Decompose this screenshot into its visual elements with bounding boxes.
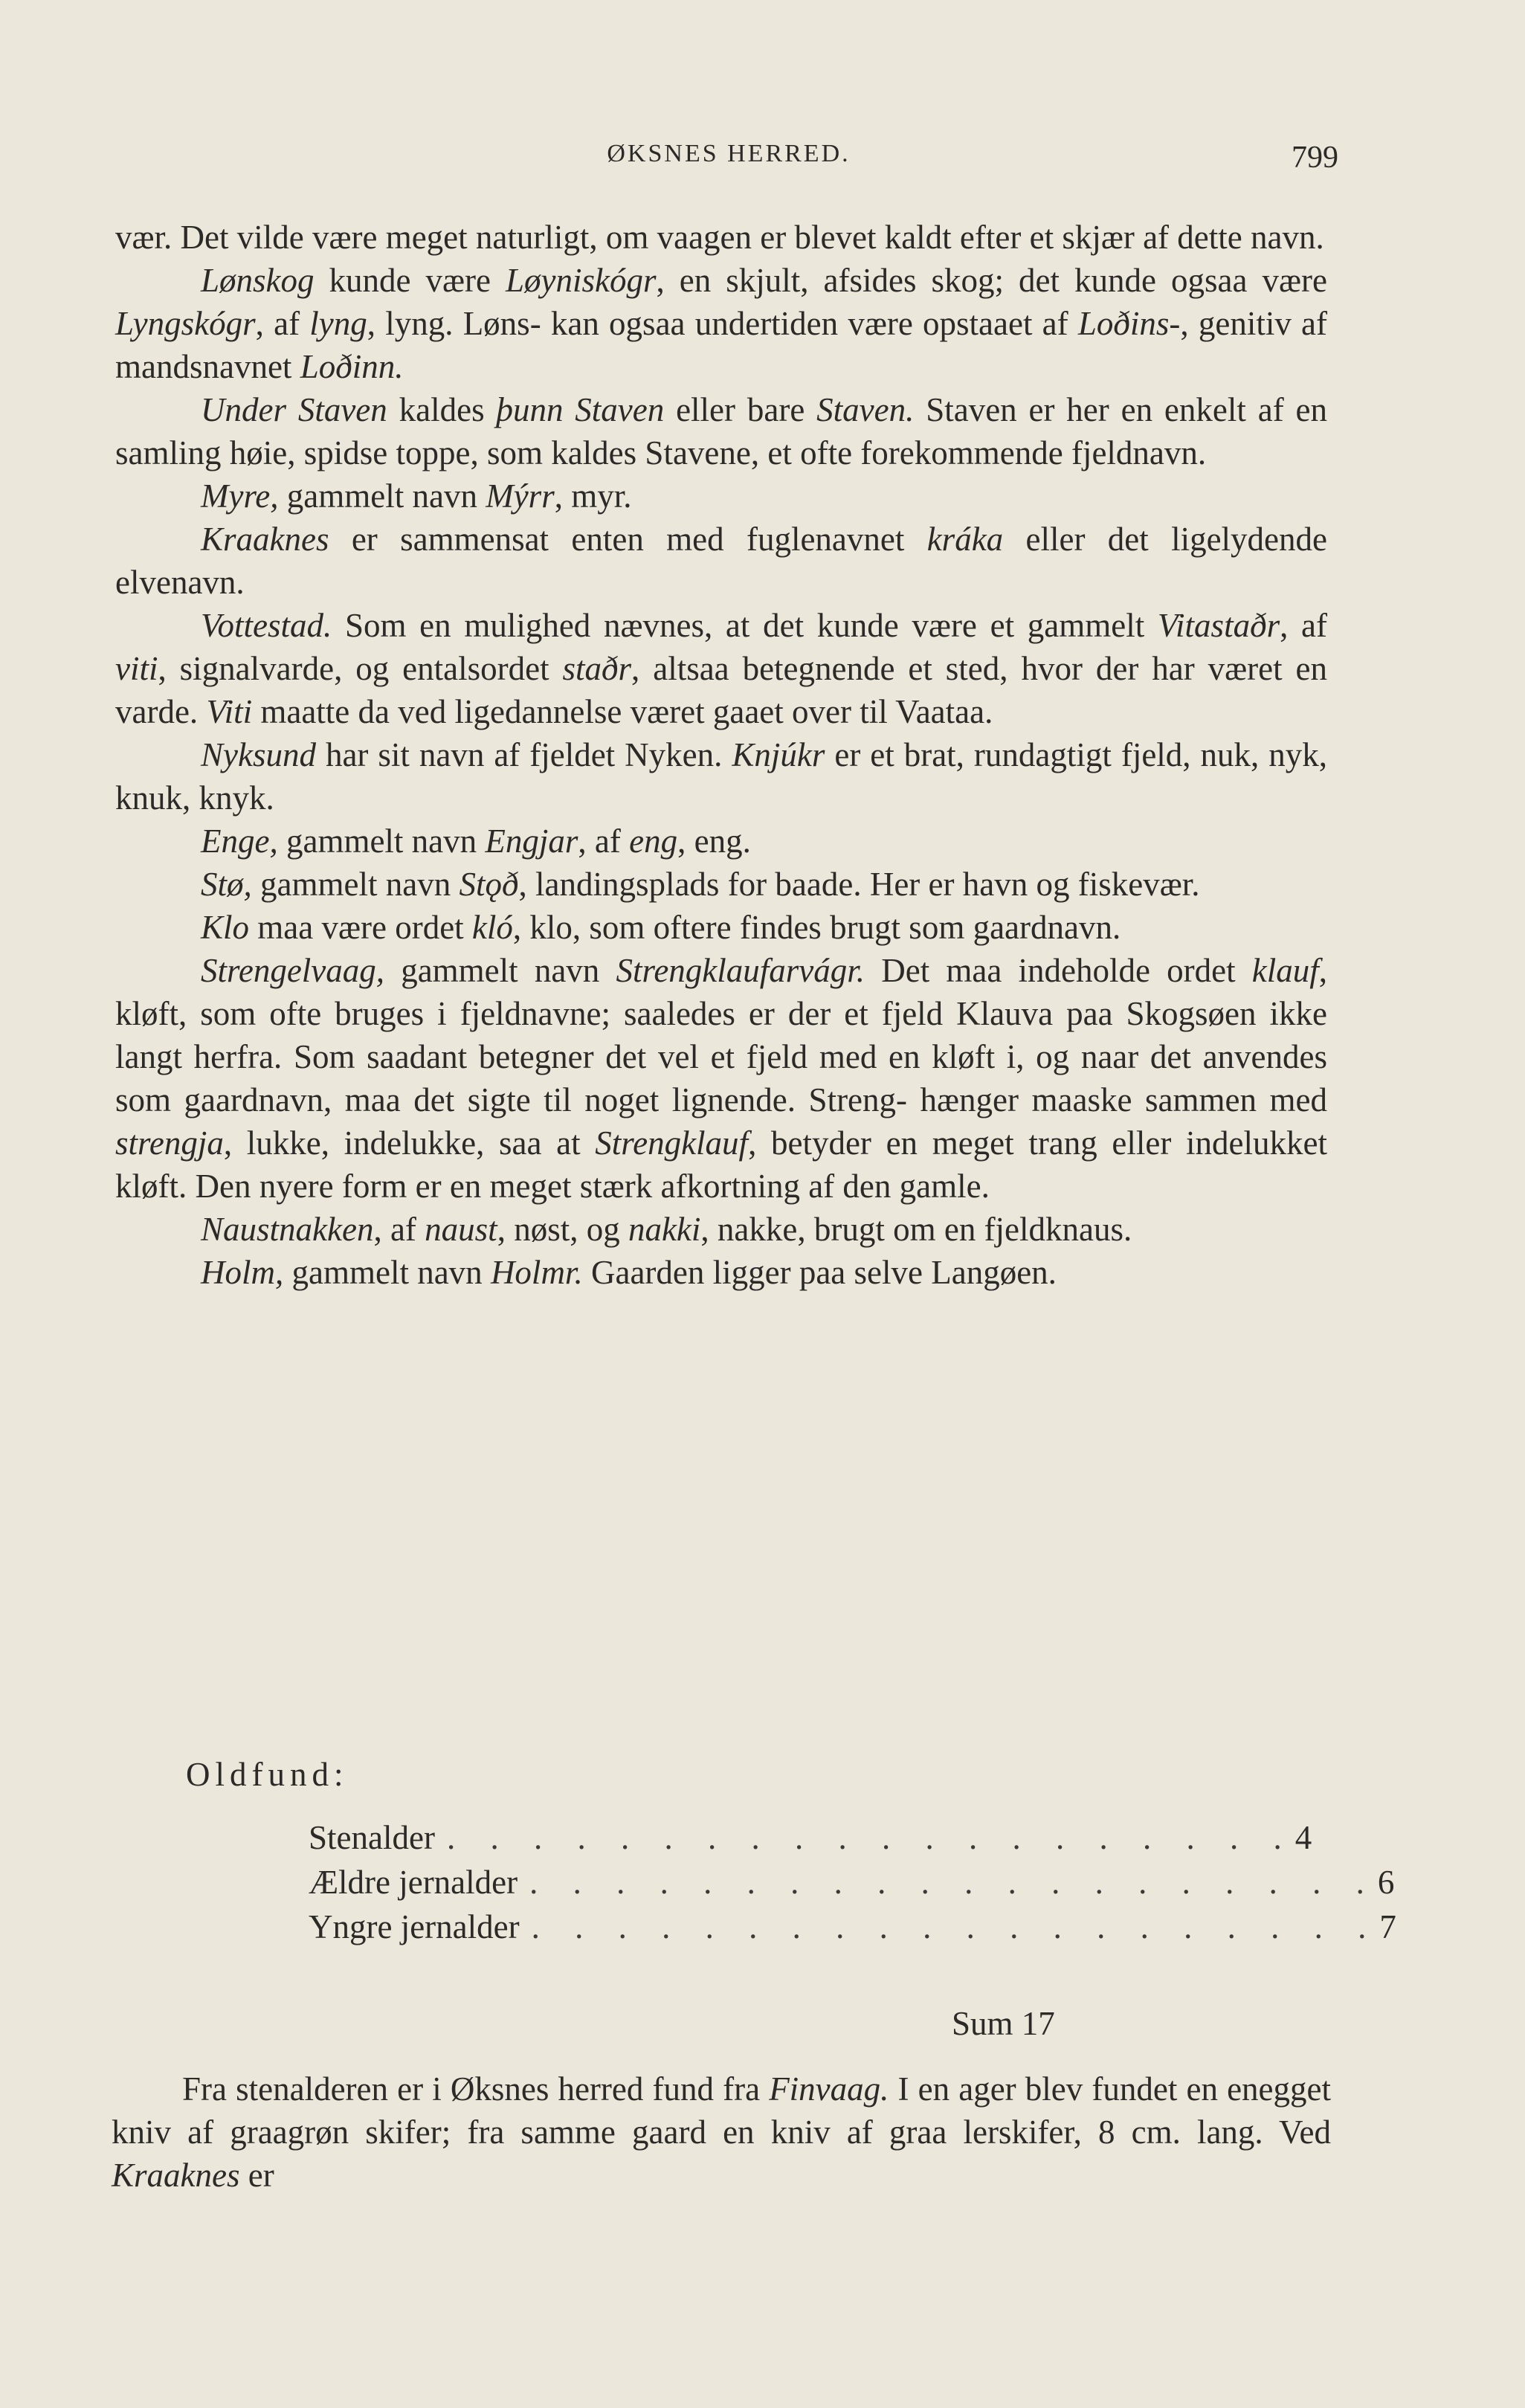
italic-term: þunn Staven — [496, 391, 665, 428]
paragraph — [115, 1208, 1327, 1251]
body-text — [115, 216, 1327, 1294]
italic-term: viti — [115, 650, 158, 687]
running-head: ØKSNES HERRED. — [607, 140, 851, 167]
text-run: maatte da ved ligedannelse været gaaet over til Vaataa. — [252, 693, 993, 730]
italic-term: Loðins- — [1077, 305, 1181, 342]
dot-leader: . . . . . . . . . . . . . . . . . . . . — [531, 1908, 1380, 1945]
text-run: eller bare — [664, 391, 817, 428]
row-label: Stenalder — [309, 1819, 435, 1856]
text-run: , af — [373, 1211, 425, 1248]
italic-term: Løyniskógr — [506, 262, 657, 299]
row-count: 7 — [1379, 1908, 1396, 1945]
oldfund-sum: Sum 17 — [952, 2005, 1055, 2042]
italic-term: Lyngskógr — [115, 305, 256, 342]
text-run: , altsaa betegnende et sted, hvor der har været en varde. — [115, 650, 1327, 730]
italic-term: Kraaknes — [201, 521, 329, 558]
text-run: er — [239, 2157, 274, 2194]
text-run: I en ager blev fundet en enegget kniv af graagrøn skifer; fra samme gaard en kniv af graa lerskifer, 8 cm. lang. Ved — [112, 2070, 1331, 2151]
paragraph — [115, 949, 1327, 1208]
italic-term: klauf — [1251, 952, 1319, 989]
text-run: eller det ligelydende elvenavn. — [115, 521, 1327, 601]
text-run: gammelt navn — [251, 866, 460, 903]
text-run: , genitiv af mandsnavnet — [115, 305, 1327, 385]
paragraph — [115, 820, 1327, 863]
text-run: , af — [578, 822, 630, 860]
text-run: gammelt navn — [283, 1254, 491, 1291]
text-run: vær. Det vilde være meget naturligt, om vaagen er blevet kaldt efter et skjær af dette navn. — [115, 219, 1324, 256]
italic-term: Klo — [201, 909, 250, 946]
oldfund-title: Oldfund: — [186, 1756, 349, 1793]
table-row — [309, 1818, 1312, 1863]
text-run: Som en mulighed nævnes, at det kunde være et gammelt — [332, 607, 1158, 644]
italic-term: Vitastaðr — [1157, 607, 1280, 644]
italic-term: nakki — [628, 1211, 701, 1248]
text-run: Staven er her en enkelt af en samling høie, spidse toppe, som kaldes Stavene, et ofte forekommende fjeldnavn. — [115, 391, 1327, 471]
italic-term: Strengklauf — [595, 1124, 749, 1162]
italic-term: Kraaknes — [112, 2157, 240, 2194]
italic-term: Mýrr — [486, 477, 555, 515]
italic-term: Finvaag. — [769, 2070, 889, 2108]
italic-term: Nyksund — [201, 736, 316, 773]
page-header — [119, 140, 1338, 184]
paragraph — [115, 604, 1327, 733]
italic-term: Viti — [206, 693, 253, 730]
italic-term: Knjúkr — [732, 736, 825, 773]
text-run: er sammensat enten med fuglenavnet — [329, 521, 927, 558]
text-run: , eng. — [677, 822, 751, 860]
italic-term: eng — [629, 822, 678, 860]
italic-term: Holm, — [201, 1254, 284, 1291]
paragraph — [112, 2067, 1331, 2197]
page-number: 799 — [1292, 141, 1338, 175]
oldfund-table — [309, 1818, 1396, 1952]
text-run: kunde være — [314, 262, 506, 299]
table-row — [309, 1908, 1396, 1952]
italic-term: Strengelvaag, — [201, 952, 385, 989]
text-run: er et brat, rundagtigt fjeld, nuk, nyk, knuk, knyk. — [115, 736, 1327, 817]
text-run: har sit navn af fjeldet Nyken. — [315, 736, 732, 773]
paragraph — [115, 518, 1327, 604]
italic-term: Stø, — [201, 866, 252, 903]
italic-term: Loðinn. — [300, 348, 404, 385]
text-run: , landingsplads for baade. Her er havn og fiskevær. — [518, 866, 1200, 903]
italic-term: strengja — [115, 1124, 224, 1162]
paragraph — [115, 216, 1327, 259]
paragraph — [115, 1251, 1327, 1294]
italic-term: Under Staven — [201, 391, 387, 428]
row-label: Yngre jernalder — [309, 1908, 520, 1945]
row-count: 4 — [1295, 1819, 1312, 1856]
text-run: , myr. — [554, 477, 632, 515]
italic-term: Engjar — [485, 822, 578, 860]
text-run: , klo, som oftere findes brugt som gaardnavn. — [512, 909, 1121, 946]
paragraph — [115, 906, 1327, 949]
text-run: , nakke, brugt om en fjeldknaus. — [700, 1211, 1132, 1248]
text-run: , lukke, indelukke, saa at — [223, 1124, 596, 1162]
dot-leader: . . . . . . . . . . . . . . . . . . . . — [446, 1819, 1295, 1856]
table-row — [309, 1863, 1395, 1908]
paragraph — [115, 259, 1327, 388]
italic-term: kló — [471, 909, 513, 946]
text-run: gammelt navn — [277, 822, 486, 860]
text-run: gammelt navn — [278, 477, 486, 515]
italic-term: Enge, — [201, 822, 278, 860]
italic-term: Strengklaufarvágr. — [616, 952, 865, 989]
text-run: , af — [255, 305, 310, 342]
dot-leader: . . . . . . . . . . . . . . . . . . . . — [529, 1864, 1378, 1901]
italic-term: Myre, — [201, 477, 279, 515]
text-run: Fra stenalderen er i Øksnes herred fund fra — [182, 2070, 770, 2108]
paragraph — [115, 474, 1327, 518]
paragraph — [115, 733, 1327, 820]
final-paragraph — [112, 2067, 1331, 2197]
italic-term: Lønskog — [201, 262, 315, 299]
row-label: Ældre jernalder — [309, 1864, 518, 1901]
paragraph — [115, 863, 1327, 906]
text-run: Gaarden ligger paa selve Langøen. — [582, 1254, 1057, 1291]
italic-term: Naustnakken — [201, 1211, 374, 1248]
italic-term: lyng — [309, 305, 367, 342]
text-run: , kløft, som ofte bruges i fjeldnavne; saaledes er der et fjeld Klauva paa Skogsøen ikke langt herfra. Som saadant betegner det vel et fjeld med en kløft i, og naar det anvendes som gaardnavn, maa det sigte til noget lignende. Streng- hænger maaske sammen med — [115, 952, 1327, 1118]
italic-term: Staven. — [816, 391, 915, 428]
text-run: , signalvarde, og entalsordet — [158, 650, 563, 687]
italic-term: kráka — [926, 521, 1004, 558]
row-count: 6 — [1377, 1864, 1395, 1901]
italic-term: naust — [425, 1211, 497, 1248]
text-run: Det maa indeholde ordet — [865, 952, 1252, 989]
text-run: kaldes — [387, 391, 497, 428]
text-run: , lyng. Løns- kan ogsaa undertiden være opstaaet af — [367, 305, 1078, 342]
text-run: maa være ordet — [249, 909, 472, 946]
italic-term: staðr — [562, 650, 632, 687]
paragraph — [115, 388, 1327, 474]
text-run: , betyder en meget trang eller indelukket kløft. Den nyere form er en meget stærk afkortning af den gamle. — [115, 1124, 1327, 1205]
text-run: , en skjult, afsides skog; det kunde ogsaa være — [656, 262, 1327, 299]
italic-term: Stǫð — [459, 866, 519, 903]
italic-term: Holmr. — [490, 1254, 583, 1291]
italic-term: Vottestad. — [201, 607, 332, 644]
text-run: gammelt navn — [384, 952, 616, 989]
text-run: , af — [1280, 607, 1327, 644]
text-run: , nøst, og — [497, 1211, 628, 1248]
